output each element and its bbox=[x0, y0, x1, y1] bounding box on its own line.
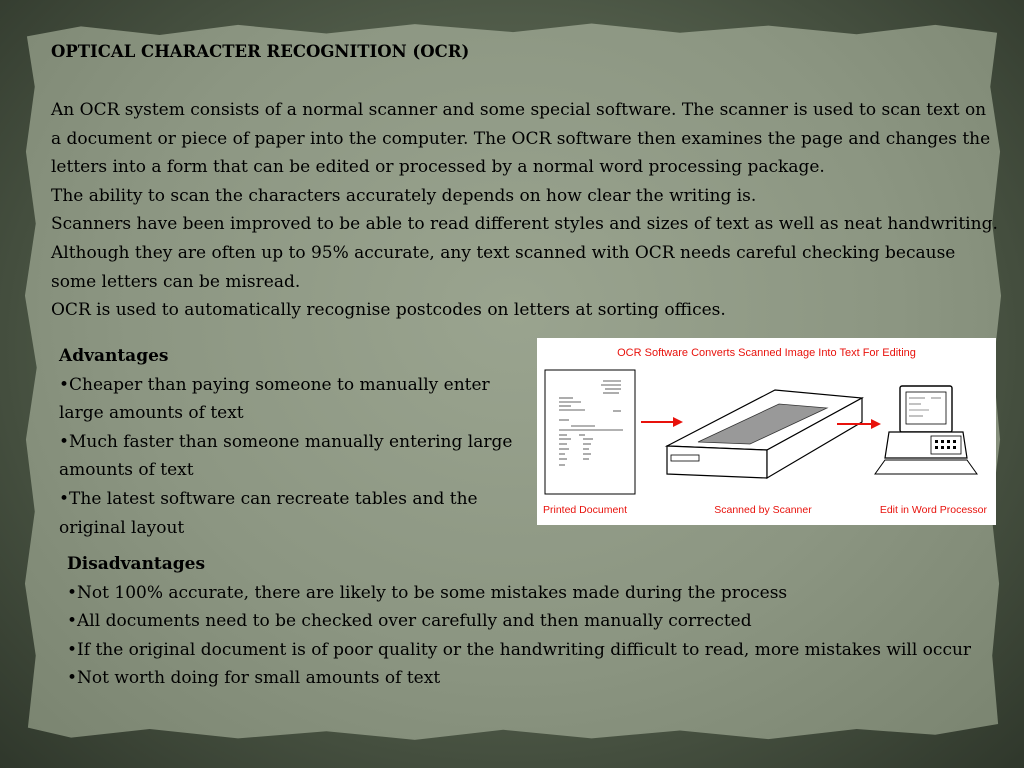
ocr-diagram bbox=[537, 338, 996, 525]
scanner-icon bbox=[667, 390, 862, 478]
list-item: •The latest software can recreate tables and the original layout bbox=[59, 488, 478, 538]
computer-icon bbox=[875, 386, 977, 474]
disadvantages-list bbox=[67, 550, 1007, 693]
printed-document-icon bbox=[545, 370, 635, 494]
intro-text bbox=[51, 96, 1001, 325]
advantages-list bbox=[59, 342, 519, 542]
list-item: •Not worth doing for small amounts of text bbox=[67, 668, 441, 689]
list-item: •If the original document is of poor quality or the handwriting difficult to read, more mistakes will occur bbox=[67, 639, 972, 660]
intro-paragraph: Scanners have been improved to be able to read different styles and sizes of text as well as neat handwriting. Although they are often up to 95% accurate, any text scanned with OCR needs careful checking because some letters can be misread. bbox=[51, 214, 998, 292]
label-printed-document: Printed Document bbox=[543, 504, 628, 516]
intro-paragraph: The ability to scan the characters accurately depends on how clear the writing is. bbox=[51, 185, 757, 206]
advantages-heading: Advantages bbox=[59, 346, 169, 366]
page-title: OPTICAL CHARACTER RECOGNITION (OCR) bbox=[51, 42, 470, 61]
diagram-title: OCR Software Converts Scanned Image Into Text For Editing bbox=[617, 347, 916, 359]
intro-paragraph: OCR is used to automatically recognise postcodes on letters at sorting offices. bbox=[51, 300, 726, 321]
intro-paragraph: An OCR system consists of a normal scanner and some special software. The scanner is used to scan text on a document or piece of paper into the computer. The OCR software then examines the page and changes the letters into a form that can be edited or processed by a normal word processing package. bbox=[51, 100, 991, 178]
label-edit-in-word-processor: Edit in Word Processor bbox=[879, 504, 987, 516]
list-item: •All documents need to be checked over carefully and then manually corrected bbox=[67, 611, 752, 632]
arrow-right-icon bbox=[641, 417, 683, 427]
list-item: •Cheaper than paying someone to manually enter large amounts of text bbox=[59, 374, 490, 424]
list-item: •Not 100% accurate, there are likely to be some mistakes made during the process bbox=[67, 582, 788, 603]
label-scanned-by-scanner: Scanned by Scanner bbox=[714, 504, 812, 516]
disadvantages-heading: Disadvantages bbox=[67, 554, 206, 574]
list-item: •Much faster than someone manually entering large amounts of text bbox=[59, 431, 513, 481]
